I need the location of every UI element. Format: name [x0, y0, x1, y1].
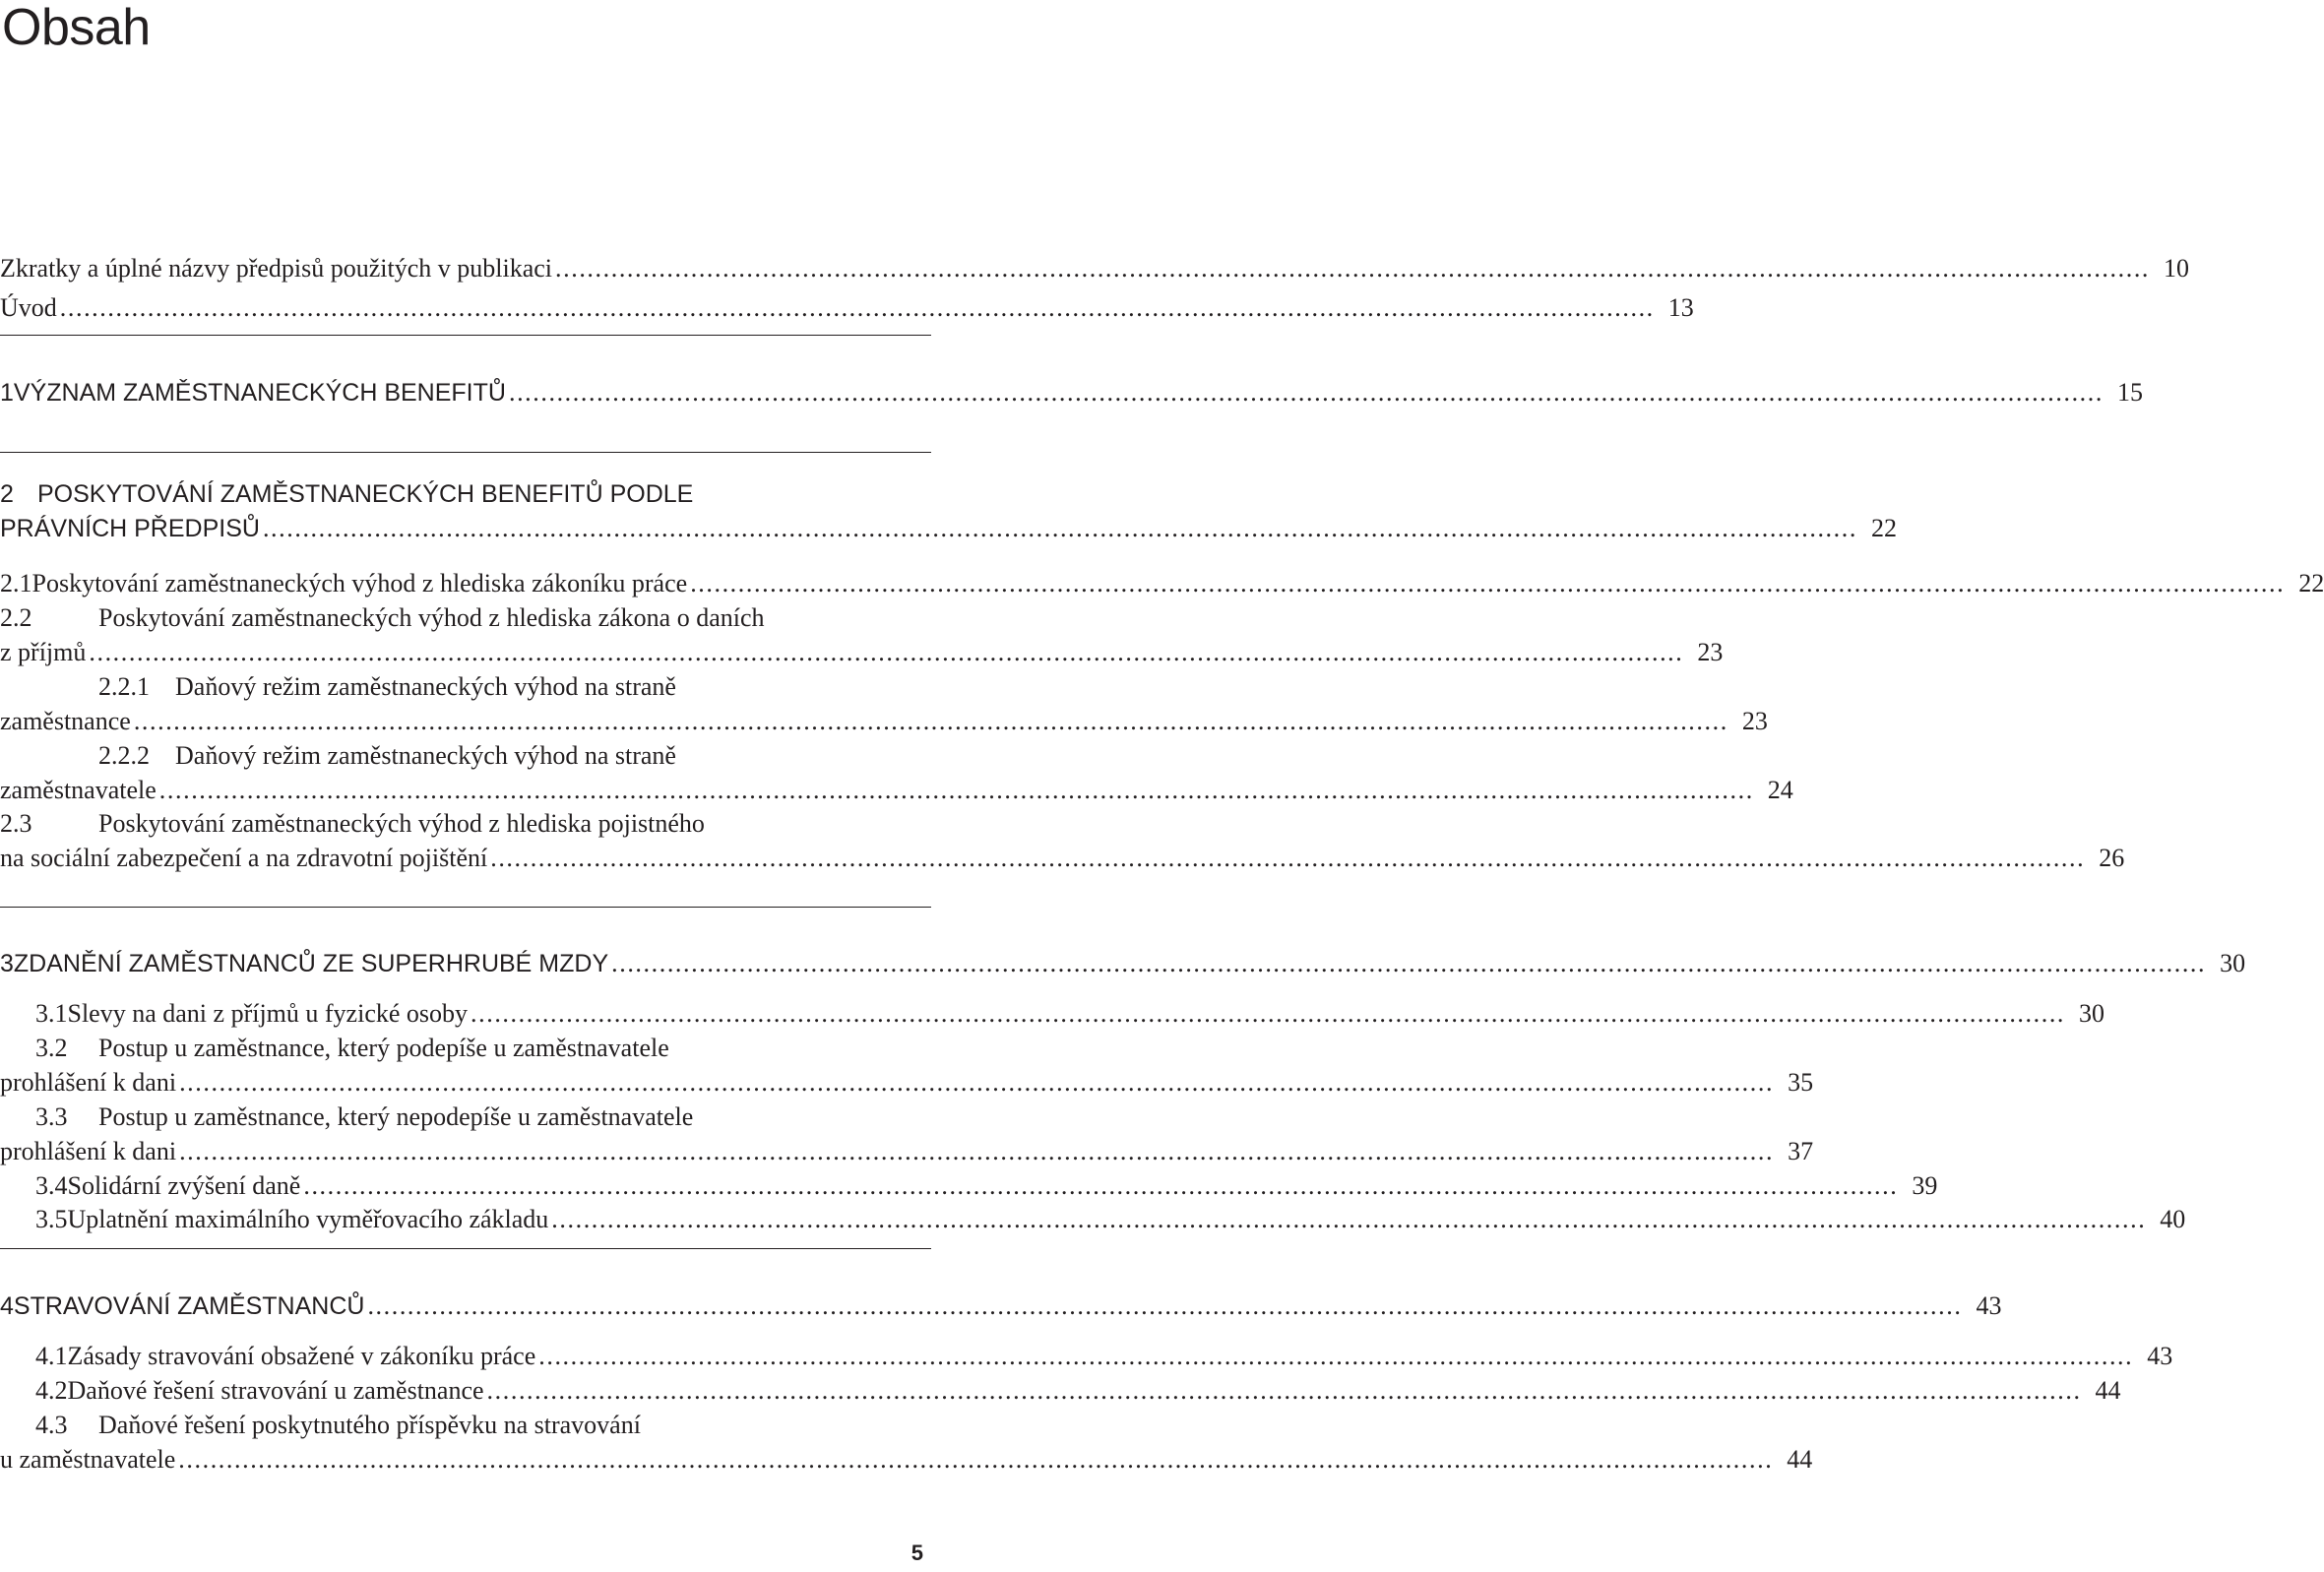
- toc-chapter-entry[interactable]: [0, 1289, 2002, 1323]
- toc-entry-page: 30: [2220, 949, 2246, 977]
- toc-entry-title: ZDANĚNÍ ZAMĚSTNANCŮ ZE SUPERHRUBÉ MZDY: [13, 950, 609, 977]
- toc-entry-page: 37: [1788, 1137, 1814, 1165]
- section-rule: [0, 452, 931, 453]
- toc-entry-page: 23: [1741, 707, 1768, 735]
- toc-entry-number: 2.2.1: [98, 672, 150, 701]
- dot-leader: ........................................................................................................................................................................................................: [490, 844, 2086, 872]
- toc-entry-title: Úvod: [0, 293, 57, 322]
- dot-leader: ........................................................................................................................................................................................................: [555, 254, 2151, 283]
- toc-entry-number: 4: [0, 1292, 14, 1320]
- toc-entry-page: 44: [2095, 1376, 2121, 1405]
- toc-subsection-entry-continuation[interactable]: [0, 774, 1793, 807]
- section-rule: [0, 907, 931, 908]
- dot-leader: ........................................................................................................................................................................................................: [59, 293, 1655, 322]
- toc-entry-page: 39: [1912, 1171, 1938, 1200]
- toc-entry-title: PRÁVNÍCH PŘEDPISŮ: [0, 515, 260, 542]
- toc-entry-page: 24: [1767, 776, 1793, 804]
- toc-entry-number: 3.4: [35, 1171, 68, 1200]
- toc-entry-number: 4.3: [35, 1411, 68, 1439]
- toc-entry-page: 22: [1870, 514, 1897, 542]
- toc-entry-title: Postup u zaměstnance, který podepíše u zaměstnavatele: [98, 1034, 669, 1062]
- toc-chapter-entry[interactable]: [0, 947, 2246, 980]
- toc-section-entry[interactable]: [0, 1340, 2173, 1373]
- toc-entry-title: STRAVOVÁNÍ ZAMĚSTNANCŮ: [13, 1292, 365, 1320]
- toc-entry-title: Daňový režim zaměstnaneckých výhod na straně: [175, 741, 676, 770]
- page-number: 5: [911, 1541, 923, 1565]
- dot-leader: ........................................................................................................................................................................................................: [538, 1342, 2134, 1370]
- toc-entry-number: 3.1: [35, 999, 68, 1028]
- toc-entry-title: Zkratky a úplné názvy předpisů použitých v publikaci: [0, 254, 553, 283]
- dot-leader: ........................................................................................................................................................................................................: [611, 949, 2207, 977]
- toc-entry-title: Daňové řešení stravování u zaměstnance: [67, 1376, 484, 1405]
- toc-entry-title: Daňový režim zaměstnaneckých výhod na straně: [175, 672, 676, 701]
- toc-entry-title: Zásady stravování obsažené v zákoníku práce: [67, 1342, 536, 1370]
- toc-section-entry-continuation[interactable]: [0, 1066, 1814, 1100]
- toc-subsection-entry[interactable]: [0, 670, 931, 704]
- toc-entry-page: 44: [1787, 1445, 1813, 1474]
- dot-leader: ........................................................................................................................................................................................................: [89, 638, 1684, 666]
- toc-entry-number: 4.2: [35, 1376, 68, 1405]
- toc-section-entry[interactable]: [0, 567, 2324, 600]
- toc-entry-page: 10: [2164, 254, 2190, 283]
- toc-entry-page: 23: [1697, 638, 1724, 666]
- toc-entry-title: POSKYTOVÁNÍ ZAMĚSTNANECKÝCH BENEFITŮ PODLE: [37, 480, 694, 508]
- toc-section-entry-continuation[interactable]: [0, 636, 1724, 669]
- toc-entry-title: Daňové řešení poskytnutého příspěvku na stravování: [98, 1411, 641, 1439]
- toc-entry-title: zaměstnance: [0, 707, 131, 735]
- toc-section-entry[interactable]: [0, 1203, 2186, 1236]
- toc-entry-title: z příjmů: [0, 638, 87, 666]
- toc-section-entry[interactable]: [0, 1100, 931, 1134]
- toc-section-entry[interactable]: [0, 1032, 931, 1065]
- toc-entry-number: 3.5: [35, 1205, 68, 1233]
- dot-leader: ........................................................................................................................................................................................................: [690, 569, 2286, 597]
- toc-entry-title: zaměstnavatele: [0, 776, 157, 804]
- toc-entry-title: na sociální zabezpečení a na zdravotní pojištění: [0, 844, 488, 872]
- toc-entry-title: Poskytování zaměstnaneckých výhod z hlediska zákoníku práce: [31, 569, 688, 597]
- toc-entry-number: 2: [0, 480, 14, 508]
- toc-entry-page: 26: [2099, 844, 2125, 872]
- toc-entry-number: 2.3: [0, 809, 32, 838]
- toc-entry-number: 2.2: [0, 603, 32, 632]
- toc-entry-title: Poskytování zaměstnaneckých výhod z hlediska pojistného: [98, 809, 705, 838]
- toc-subsection-entry[interactable]: [0, 739, 931, 773]
- toc-subsection-entry-continuation[interactable]: [0, 705, 1768, 738]
- dot-leader: ........................................................................................................................................................................................................: [486, 1376, 2082, 1405]
- toc-entry-title: u zaměstnavatele: [0, 1445, 176, 1474]
- section-rule: [0, 335, 931, 336]
- toc-entry[interactable]: [0, 252, 2190, 285]
- dot-leader: ........................................................................................................................................................................................................: [133, 707, 1728, 735]
- dot-leader: ........................................................................................................................................................................................................: [262, 514, 1857, 542]
- dot-leader: ........................................................................................................................................................................................................: [303, 1171, 1899, 1200]
- toc-entry-page: 22: [2298, 569, 2324, 597]
- dot-leader: ........................................................................................................................................................................................................: [508, 378, 2104, 407]
- toc-entry-page: 13: [1667, 293, 1694, 322]
- page-title: Obsah: [2, 0, 151, 56]
- dot-leader: ........................................................................................................................................................................................................: [179, 1137, 1775, 1165]
- toc-entry-number: 2.1: [0, 569, 32, 597]
- toc-chapter-entry[interactable]: [0, 477, 931, 511]
- toc-entry[interactable]: [0, 291, 1694, 325]
- toc-entry-page: 35: [1788, 1068, 1814, 1097]
- toc-entry-page: 40: [2160, 1205, 2186, 1233]
- toc-entry-number: 4.1: [35, 1342, 68, 1370]
- toc-entry-page: 30: [2079, 999, 2105, 1028]
- toc-entry-title: VÝZNAM ZAMĚSTNANECKÝCH BENEFITŮ: [13, 379, 506, 407]
- toc-chapter-entry-continuation[interactable]: [0, 512, 1897, 545]
- dot-leader: ........................................................................................................................................................................................................: [178, 1445, 1774, 1474]
- toc-entry-page: 43: [2147, 1342, 2173, 1370]
- toc-section-entry[interactable]: [0, 1374, 2121, 1408]
- toc-entry-title: Uplatnění maximálního vyměřovacího základu: [67, 1205, 549, 1233]
- toc-entry-page: 43: [1976, 1291, 2002, 1320]
- toc-entry-title: Poskytování zaměstnaneckých výhod z hlediska zákona o daních: [98, 603, 765, 632]
- toc-entry-number: 3.2: [35, 1034, 68, 1062]
- toc-entry-title: prohlášení k dani: [0, 1068, 177, 1097]
- toc-entry-title: Slevy na dani z příjmů u fyzické osoby: [67, 999, 469, 1028]
- toc-chapter-entry[interactable]: [0, 376, 2143, 409]
- dot-leader: ........................................................................................................................................................................................................: [367, 1291, 1963, 1320]
- toc-entry-number: 3.3: [35, 1102, 68, 1131]
- toc-entry-number: 3: [0, 950, 14, 977]
- toc-entry-title: Solidární zvýšení daně: [67, 1171, 301, 1200]
- toc-section-entry[interactable]: [0, 1409, 931, 1442]
- toc-section-entry-continuation[interactable]: [0, 1135, 1814, 1168]
- toc-entry-number: 1: [0, 379, 14, 407]
- toc-section-entry[interactable]: [0, 1169, 1938, 1203]
- toc-section-entry[interactable]: [0, 601, 931, 635]
- toc-entry-title: Postup u zaměstnance, který nepodepíše u zaměstnavatele: [98, 1102, 694, 1131]
- toc-section-entry-continuation[interactable]: [0, 842, 2125, 875]
- section-rule: [0, 1248, 931, 1249]
- toc-section-entry-continuation[interactable]: [0, 1443, 1813, 1477]
- dot-leader: ........................................................................................................................................................................................................: [551, 1205, 2147, 1233]
- dot-leader: ........................................................................................................................................................................................................: [158, 776, 1754, 804]
- toc-entry-page: 15: [2116, 378, 2143, 407]
- dot-leader: ........................................................................................................................................................................................................: [179, 1068, 1775, 1097]
- toc-entry-number: 2.2.2: [98, 741, 150, 770]
- toc-section-entry[interactable]: [0, 997, 2105, 1031]
- toc-section-entry[interactable]: [0, 807, 931, 841]
- dot-leader: ........................................................................................................................................................................................................: [471, 999, 2066, 1028]
- toc-entry-title: prohlášení k dani: [0, 1137, 177, 1165]
